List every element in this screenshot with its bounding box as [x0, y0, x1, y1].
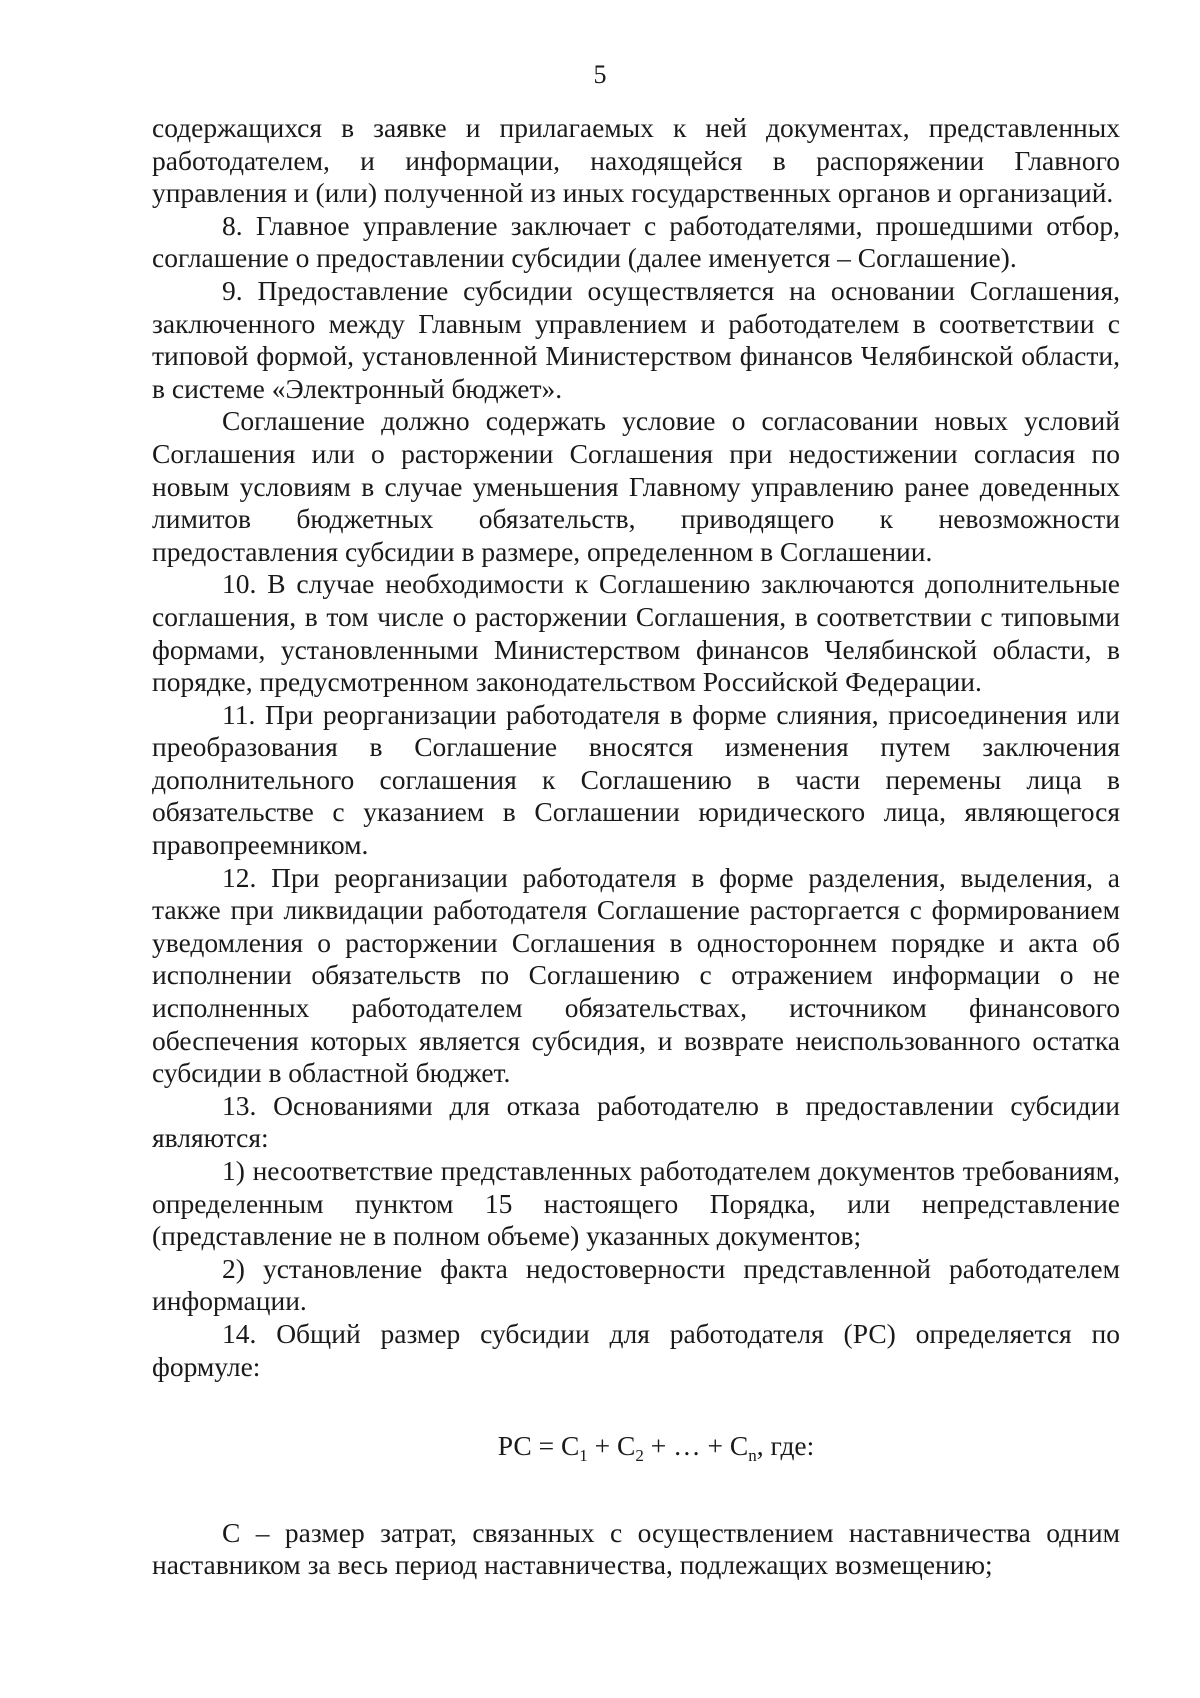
formula-tail: , где:	[756, 1430, 815, 1462]
formula-lhs: РС = C	[497, 1430, 580, 1462]
paragraph-13: 13. Основаниями для отказа работодателю в предоставлении субсидии являются:	[152, 1089, 1120, 1154]
subsidy-formula	[152, 1430, 1120, 1467]
paragraph-11: 11. При реорганизации работодателя в форме слияния, присоединения или преобразования в Соглашение вносятся изменения путем заключения дополнительного соглашения к Соглашению в части перемены лица в обязательстве с указанием в Соглашении юридического лица, являющегося правопреемником.	[152, 698, 1120, 861]
page-number: 5	[593, 60, 607, 89]
formula-plus-1: + C	[587, 1430, 636, 1462]
paragraph-14: 14. Общий размер субсидии для работодателя (РС) определяется по формуле:	[152, 1317, 1120, 1382]
paragraph-13-item-1: 1) несоответствие представленных работодателем документов требованиям, определенным пунктом 15 настоящего Порядка, или непредставление (представление не в полном объеме) указанных документов;	[152, 1155, 1120, 1252]
paragraph-13-item-2: 2) установление факта недостоверности представленной работодателем информации.	[152, 1252, 1120, 1317]
paragraph-9: 9. Предоставление субсидии осуществляется на основании Соглашения, заключенного между Главным управлением и работодателем в соответствии с типовой формой, установленной Министерством финансов Челябинской области, в системе «Электронный бюджет».	[152, 274, 1120, 404]
paragraph-continuation: содержащихся в заявке и прилагаемых к ней документах, представленных работодателем, и информации, находящейся в распоряжении Главного управления и (или) полученной из иных государственных органов и организаций.	[152, 112, 1120, 209]
formula-sub-2: 2	[635, 1446, 644, 1466]
paragraph-9-agreement-condition: Соглашение должно содержать условие о согласовании новых условий Соглашения или о расторжении Соглашения при недостижении согласия по новым условиям в случае уменьшения Главному управлению ранее доведенных лимитов бюджетных обязательств, приводящего к невозможности предоставления субсидии в размере, определенном в Соглашении.	[152, 405, 1120, 567]
formula-plus-ellipsis: + … + C	[643, 1430, 749, 1462]
formula-definition-c: С – размер затрат, связанных с осуществлением наставничества одним наставником за весь период наставничества, подлежащих возмещению;	[152, 1516, 1120, 1581]
document-body	[152, 112, 1120, 1582]
paragraph-8: 8. Главное управление заключает с работодателями, прошедшими отбор, соглашение о предоставлении субсидии (далее именуется – Соглашение).	[152, 209, 1120, 274]
paragraph-12: 12. При реорганизации работодателя в форме разделения, выделения, а также при ликвидации работодателя Соглашение расторгается с формированием уведомления о расторжении Соглашения в одностороннем порядке и акта об исполнении обязательств по Соглашению с отражением информации о не исполненных работодателем обязательствах, источником финансового обеспечения которых является субсидия, и возврате неиспользованного остатка субсидии в областной бюджет.	[152, 861, 1120, 1089]
formula-sub-n: n	[748, 1446, 757, 1466]
paragraph-10: 10. В случае необходимости к Соглашению заключаются дополнительные соглашения, в том числе о расторжении Соглашения, в соответствии с типовыми формами, установленными Министерством финансов Челябинской области, в порядке, предусмотренном законодательством Российской Федерации.	[152, 568, 1120, 698]
formula-sub-1: 1	[579, 1446, 588, 1466]
